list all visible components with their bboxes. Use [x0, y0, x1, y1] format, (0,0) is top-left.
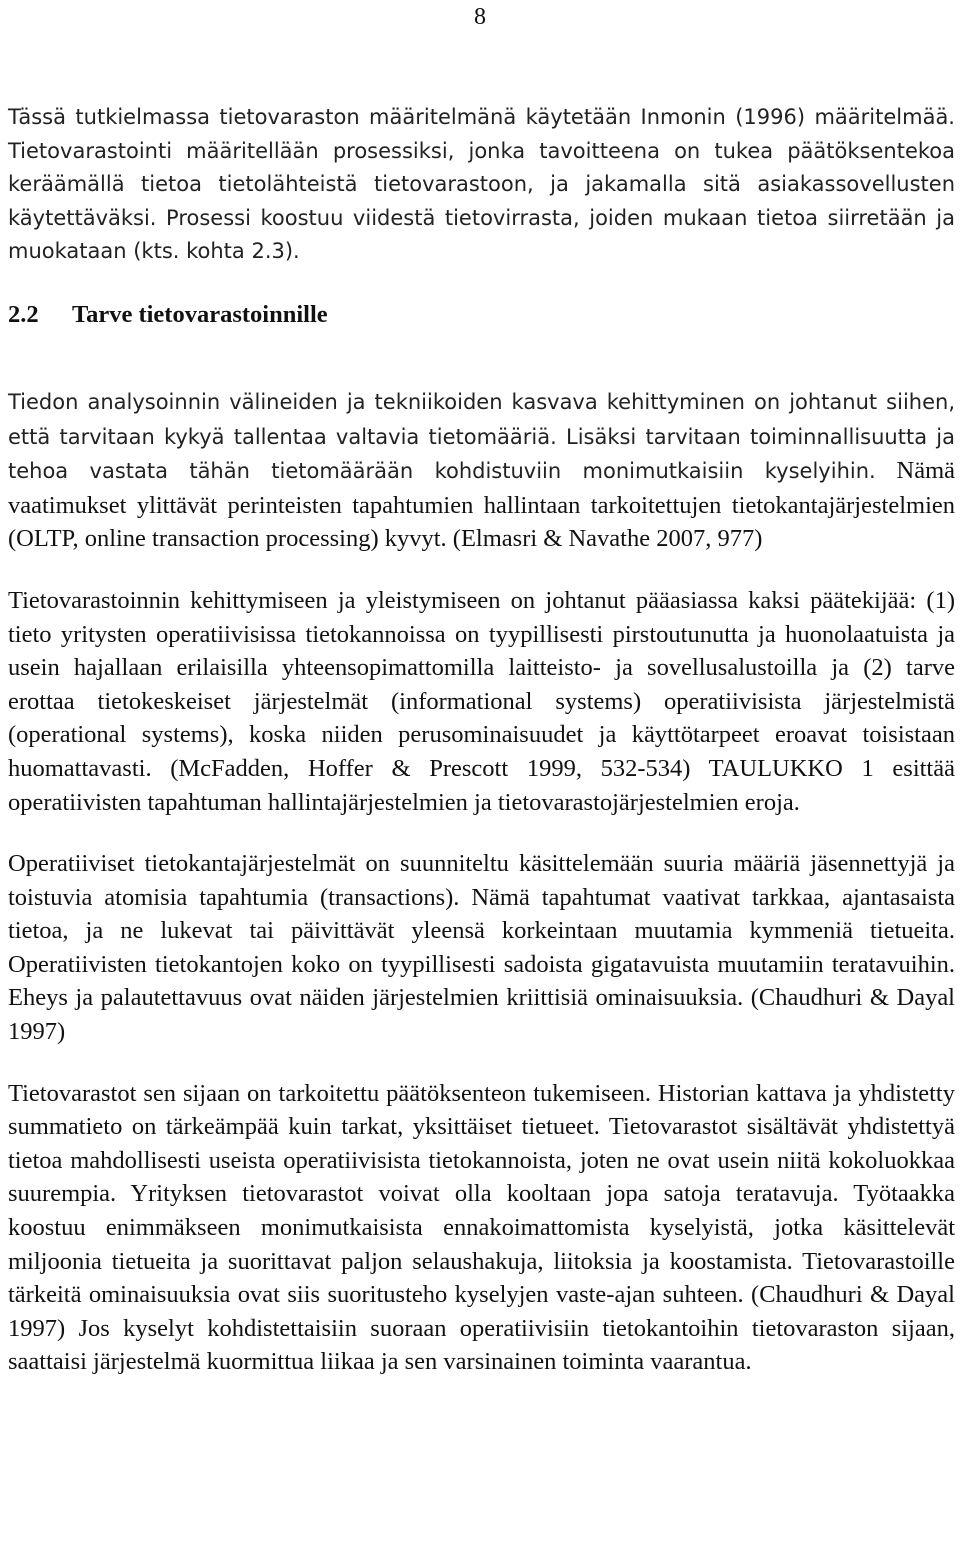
section-title: Tarve tietovarastoinnille: [72, 300, 328, 328]
section-number: 2.2: [8, 300, 39, 328]
page-number: 8: [474, 4, 486, 30]
paragraph-operational-databases: Operatiiviset tietokantajärjestelmät on suunniteltu käsittelemään suuria määriä jäsennettyjä ja toistuvia atomisia tapahtumia (transactions). Nämä tapahtumat vaativat tarkkaa, ajantasaista tietoa, ja ne lukevat tai päivittävät yleensä korkeintaan muutamia kymmeniä tietueita. Operatiivisten tietokantojen koko on tyypillisesti sadoista gigatavuista muutamiin teratavuihin. Eheys ja palautettavuus ovat näiden järjestelmien kriittisiä ominaisuuksia. (Chaudhuri & Dayal 1997): [8, 850, 955, 1046]
paragraph-data-warehouses: Tietovarastot sen sijaan on tarkoitettu päätöksenteon tukemiseen. Historian kattava ja yhdistetty summatieto on tärkeämpää kuin tarkat, yksittäiset tietueet. Tietovarastot sisältävät yhdistettyä tietoa mahdollisesti useista operatiivisista tietokannoista, joten ne ovat usein niitä kokoluokkaa suurempia. Yrityksen tietovarastot voivat olla kooltaan jopa satoja teratavuja. Työtaakka koostuu enimmäkseen monimutkaisista ennakoimattomista kyselyistä, jotka käsittelevät miljoonia tietueita ja suorittavat paljon selaushakuja, liitoksia ja koostamista. Tietovarastoille tärkeitä ominaisuuksia ovat siis suoritusteho kyselyjen vaste-ajan suhteen. (Chaudhuri & Dayal 1997) Jos kyselyt kohdistettaisiin suoraan operatiivisiin tietokantoihin tietovaraston sijaan, saattaisi järjestelmä kuormittua liikaa ja sen varsinainen toiminta vaarantua.: [8, 1079, 955, 1376]
paragraph-definition: Tässä tutkielmassa tietovaraston määritelmänä käytetään Inmonin (1996) määritelmää. Tietovarastointi määritellään prosessiksi, jonka tavoitteena on tukea päätöksentekoa keräämällä tietoa tietolähteistä tietovarastoon, ja jakamalla sitä asiakassovellusten käytettäväksi. Prosessi koostuu viidestä tietovirrasta, joiden mukaan tietoa siirretään ja muokataan (kts. kohta 2.3).: [8, 105, 955, 264]
paragraph-need-serif-part: Nämä vaatimukset ylittävät perinteisten tapahtumien hallintaan tarkoitettujen tietokantajärjestelmien (OLTP, online transaction processing) kyvyt. (Elmasri & Navathe 2007, 977): [8, 457, 956, 553]
paragraph-need-sans-part: Tiedon analysoinnin välineiden ja tekniikoiden kasvava kehittyminen on johtanut siihen, että tarvitaan kykyä tallentaa valtavia tietomääriä. Lisäksi tarvitaan toiminnallisuutta ja tehoa vastata tähän tietomäärään kohdistuviin monimutkaisiin kyselyihin.: [8, 389, 955, 484]
paragraph-development-factors: Tietovarastoinnin kehittymiseen ja yleistymiseen on johtanut pääasiassa kaksi päätekijää: (1) tieto yritysten operatiivisissa tietokannoissa on tyypillisesti pirstoutunutta ja huonolaatuista ja usein hajallaan erilaisilla yhteensopimattomilla laitteisto- ja sovellusalustoilla ja (2) tarve erottaa tietokeskeiset järjestelmät (informational systems) operatiivisista järjestelmistä (operational systems), koska niiden perusominaisuudet ja käyttötarpeet eroavat toisistaan huomattavasti. (McFadden, Hoffer & Prescott 1999, 532-534) TAULUKKO 1 esittää operatiivisten tapahtuman hallintajärjestelmien ja tietovarastojärjestelmien eroja.: [8, 586, 955, 816]
section-heading: [8, 299, 955, 331]
paragraph-need: [8, 385, 955, 556]
document-body: [8, 101, 955, 1379]
